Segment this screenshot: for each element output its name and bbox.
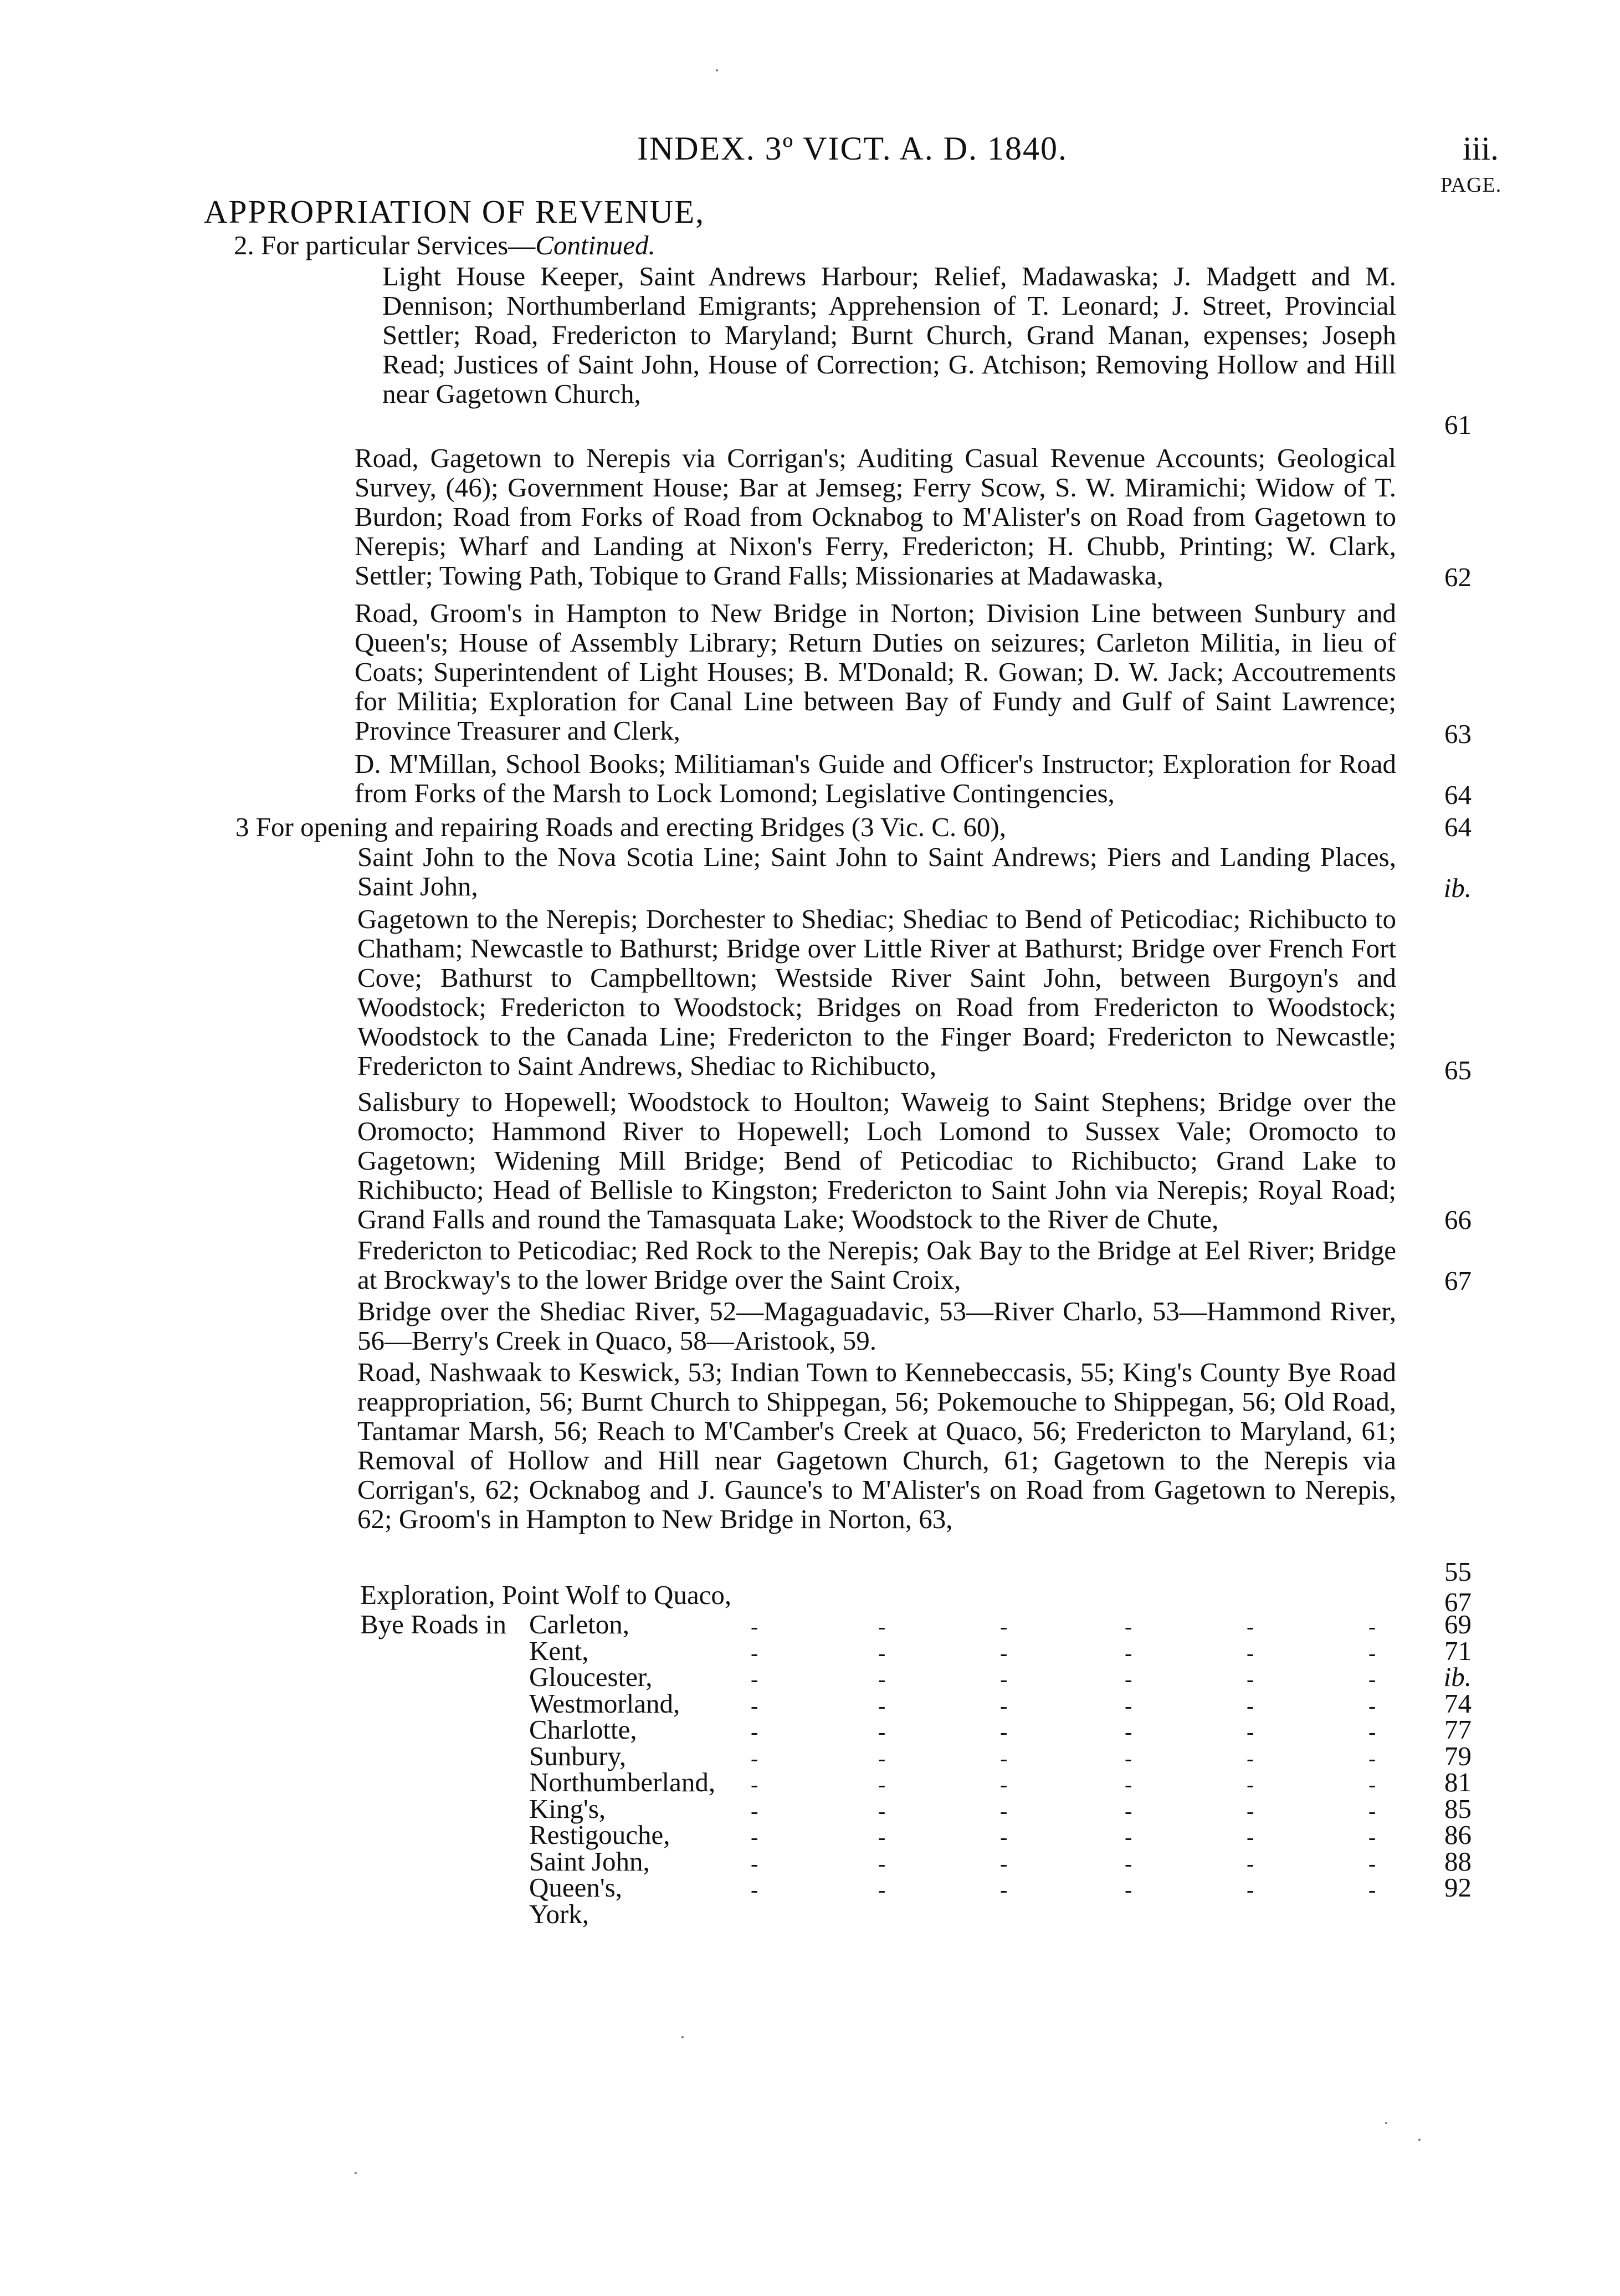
leader-dash: - <box>1000 1798 1008 1823</box>
county-page-ref: 71 <box>1444 1635 1472 1666</box>
county-name: Northumberland, <box>529 1767 716 1797</box>
leader-dash: - <box>751 1614 758 1639</box>
county-name: Saint John, <box>529 1846 650 1877</box>
leader-dash: - <box>1247 1640 1254 1665</box>
leader-dash: - <box>751 1851 758 1876</box>
county-page-ref: 77 <box>1444 1714 1472 1745</box>
county-page-ref: 86 <box>1444 1820 1472 1850</box>
leader-dash: - <box>1125 1640 1132 1665</box>
scan-speck <box>716 69 718 71</box>
leader-dash: - <box>878 1772 886 1797</box>
leader-dash: - <box>878 1798 886 1823</box>
county-page-ref: 69 <box>1444 1609 1472 1639</box>
leader-dash: - <box>751 1667 758 1692</box>
leader-dash: - <box>1125 1772 1132 1797</box>
leader-dash: - <box>1368 1824 1376 1849</box>
leader-dash: - <box>751 1719 758 1744</box>
county-name: Queen's, <box>529 1872 623 1903</box>
entry-page-ref: 64 <box>1444 780 1472 810</box>
scan-speck <box>355 2172 357 2174</box>
leader-dash: - <box>1000 1745 1008 1771</box>
section-title: APPROPRIATION OF REVENUE, <box>204 193 705 230</box>
leader-dash: - <box>1247 1877 1254 1902</box>
leader-dash: - <box>1000 1640 1008 1665</box>
leader-dash: - <box>878 1693 886 1718</box>
leader-dash: - <box>1125 1877 1132 1902</box>
entry-page-ref: 61 <box>1444 409 1472 440</box>
county-name: Kent, <box>529 1635 589 1666</box>
leader-dash: - <box>1368 1851 1376 1876</box>
leader-dash: - <box>1000 1719 1008 1744</box>
bye-roads-label: Bye Roads in <box>360 1609 507 1639</box>
running-header-title: INDEX. 3º VICT. A. D. 1840. <box>637 130 1068 167</box>
leader-dash: - <box>1125 1719 1132 1744</box>
county-page-ref: 79 <box>1444 1740 1472 1771</box>
leader-dash: - <box>1247 1798 1254 1823</box>
county-page-ref: 92 <box>1444 1872 1472 1903</box>
leader-dash: - <box>1247 1614 1254 1639</box>
leader-dash: - <box>1125 1824 1132 1849</box>
section-item-3: 3 For opening and repairing Roads and erecting Bridges (3 Vic. C. 60), <box>235 812 1006 842</box>
county-name: Carleton, <box>529 1609 629 1639</box>
entry-page-ref: 64 <box>1444 812 1472 842</box>
leader-dash: - <box>751 1877 758 1902</box>
entry-page-ref: 67 <box>1444 1265 1472 1296</box>
index-entry: Saint John to the Nova Scotia Line; Saint John to Saint Andrews; Piers and Landing Places, Saint John, <box>357 842 1396 901</box>
county-name: Restigouche, <box>529 1820 670 1850</box>
leader-dash: - <box>1125 1851 1132 1876</box>
county-name: Westmorland, <box>529 1688 680 1719</box>
leader-dash: - <box>751 1824 758 1849</box>
leader-dash: - <box>1125 1693 1132 1718</box>
county-name: York, <box>529 1898 589 1929</box>
index-entry: Bridge over the Shediac River, 52—Magaguadavic, 53—River Charlo, 53—Hammond River, 56—Berry's Creek in Quaco, 58—Aristook, 59. <box>357 1296 1396 1356</box>
leader-dash: - <box>1247 1824 1254 1849</box>
leader-dash: - <box>1368 1640 1376 1665</box>
entry-page-ref: ib. <box>1443 873 1472 903</box>
leader-dash: - <box>1000 1877 1008 1902</box>
leader-dash: - <box>1247 1719 1254 1744</box>
entry-page-ref: 66 <box>1444 1205 1472 1235</box>
entry-page-ref: 63 <box>1444 719 1472 749</box>
leader-dash: - <box>1247 1851 1254 1876</box>
leader-dash: - <box>878 1614 886 1639</box>
index-entry: Road, Gagetown to Nerepis via Corrigan's; Auditing Casual Revenue Accounts; Geological Survey, (46); Government House; Bar at Jemseg; Ferry Scow, S. W. Miramichi; Widow of T. Burdon; Road from Forks of Road from Ocknabog to M'Alister's on Road from Gagetown to Nerepis; Wharf and Landing at Nixon's Ferry, Fredericton; H. Chubb, Printing; W. Clark, Settler; Towing Path, Tobique to Grand Falls; Missionaries at Madawaska, <box>355 443 1396 591</box>
leader-dash: - <box>1000 1667 1008 1692</box>
leader-dash: - <box>1125 1614 1132 1639</box>
leader-dash: - <box>1000 1824 1008 1849</box>
leader-dash: - <box>1247 1693 1254 1718</box>
county-name: Charlotte, <box>529 1714 637 1745</box>
index-entry: Gagetown to the Nerepis; Dorchester to Shediac; Shediac to Bend of Peticodiac; Richibucto to Chatham; Newcastle to Bathurst; Bridge over Little River at Bathurst; Bridge over French Fort Cove; Bathurst to Campbelltown; Westside River Saint John, between Burgoyn's and Woodstock; Fredericton to Woodstock; Bridges on Road from Fredericton to Woodstock; Woodstock to the Canada Line; Fredericton to the Finger Board; Fredericton to Newcastle; Fredericton to Saint Andrews, Shediac to Richibucto, <box>357 904 1396 1081</box>
subtitle-continued: Continued. <box>535 230 655 260</box>
subtitle-prefix: 2. For particular Services— <box>234 230 536 260</box>
leader-dash: - <box>878 1877 886 1902</box>
leader-dash: - <box>1000 1851 1008 1876</box>
leader-dash: - <box>1000 1772 1008 1797</box>
index-entry: Road, Nashwaak to Keswick, 53; Indian Town to Kennebeccasis, 55; King's County Bye Road reappropriation, 56; Burnt Church to Shippegan, 56; Pokemouche to Shippegan, 56; Old Road, Tantamar Marsh, 56; Reach to M'Camber's Creek at Quaco, 56; Fredericton to Maryland, 61; Removal of Hollow and Hill near Gagetown Church, 61; Gagetown to the Nerepis via Corrigan's, 62; Ocknabog and J. Gaunce's to M'Alister's on Road from Gagetown to Nerepis, 62; Groom's in Hampton to New Bridge in Norton, 63, <box>357 1357 1396 1534</box>
county-name: King's, <box>529 1793 606 1824</box>
leader-dash: - <box>1368 1772 1376 1797</box>
section-subtitle <box>234 230 655 260</box>
leader-dash: - <box>1000 1614 1008 1639</box>
index-entry: Light House Keeper, Saint Andrews Harbour; Relief, Madawaska; J. Madgett and M. Dennison; Northumberland Emigrants; Apprehension of T. Leonard; J. Street, Provincial Settler; Road, Fredericton to Maryland; Burnt Church, Grand Manan, expenses; Joseph Read; Justices of Saint John, House of Correction; G. Atchison; Removing Hollow and Hill near Gagetown Church, <box>382 261 1396 409</box>
leader-dash: - <box>1368 1614 1376 1639</box>
leader-dash: - <box>878 1824 886 1849</box>
index-entry: D. M'Millan, School Books; Militiaman's Guide and Officer's Instructor; Exploration for Road from Forks of the Marsh to Lock Lomond; Legislative Contingencies, <box>355 749 1396 808</box>
leader-dash: - <box>1125 1798 1132 1823</box>
entry-page-ref: 62 <box>1444 562 1472 592</box>
leader-dash: - <box>1368 1719 1376 1744</box>
leader-dash: - <box>1368 1877 1376 1902</box>
entry-page-ref: 67 <box>1444 1587 1472 1617</box>
running-header-page-number: iii. <box>1463 130 1499 167</box>
leader-dash: - <box>1000 1693 1008 1718</box>
entry-page-ref: 55 <box>1444 1556 1472 1587</box>
index-entry: Salisbury to Hopewell; Woodstock to Houlton; Waweig to Saint Stephens; Bridge over the Oromocto; Hammond River to Hopewell; Loch Lomond to Sussex Vale; Oromocto to Gagetown; Widening Mill Bridge; Bend of Peticodiac to Richibucto; Grand Lake to Richibucto; Head of Bellisle to Kingston; Fredericton to Saint John via Nerepis; Royal Road; Grand Falls and round the Tamasquata Lake; Woodstock to the River de Chute, <box>357 1086 1396 1234</box>
leader-dash: - <box>751 1798 758 1823</box>
leader-dash: - <box>878 1719 886 1744</box>
county-page-ref: ib. <box>1443 1662 1472 1692</box>
scan-speck <box>1385 2122 1387 2124</box>
leader-dash: - <box>751 1745 758 1771</box>
leader-dash: - <box>1368 1798 1376 1823</box>
leader-dash: - <box>751 1693 758 1718</box>
index-entry: Road, Groom's in Hampton to New Bridge in Norton; Division Line between Sunbury and Queen's; House of Assembly Library; Return Duties on seizures; Carleton Militia, in lieu of Coats; Superintendent of Light Houses; B. M'Donald; R. Gowan; D. W. Jack; Accoutrements for Militia; Exploration for Canal Line between Bay of Fundy and Gulf of Saint Lawrence; Province Treasurer and Clerk, <box>355 598 1396 746</box>
leader-dash: - <box>1368 1745 1376 1771</box>
leader-dash: - <box>1125 1745 1132 1771</box>
scan-speck <box>681 2036 684 2038</box>
leader-dash: - <box>878 1667 886 1692</box>
county-page-ref: 85 <box>1444 1793 1472 1824</box>
leader-dash: - <box>1368 1693 1376 1718</box>
index-entry: Fredericton to Peticodiac; Red Rock to the Nerepis; Oak Bay to the Bridge at Eel River; Bridge at Brockway's to the lower Bridge over the Saint Croix, <box>357 1235 1396 1295</box>
index-entry: Exploration, Point Wolf to Quaco, <box>360 1580 732 1610</box>
leader-dash: - <box>1247 1772 1254 1797</box>
leader-dash: - <box>1368 1667 1376 1692</box>
leader-dash: - <box>1247 1667 1254 1692</box>
leader-dash: - <box>878 1851 886 1876</box>
county-page-ref: 81 <box>1444 1767 1472 1797</box>
leader-dash: - <box>878 1640 886 1665</box>
page-column-label: PAGE. <box>1440 173 1502 197</box>
leader-dash: - <box>878 1745 886 1771</box>
leader-dash: - <box>1125 1667 1132 1692</box>
county-name: Sunbury, <box>529 1740 627 1771</box>
scan-speck <box>1418 2139 1421 2141</box>
leader-dash: - <box>751 1640 758 1665</box>
leader-dash: - <box>751 1772 758 1797</box>
entry-page-ref: 65 <box>1444 1055 1472 1085</box>
county-page-ref: 88 <box>1444 1846 1472 1877</box>
county-page-ref: 74 <box>1444 1688 1472 1719</box>
county-name: Gloucester, <box>529 1662 653 1692</box>
leader-dash: - <box>1247 1745 1254 1771</box>
